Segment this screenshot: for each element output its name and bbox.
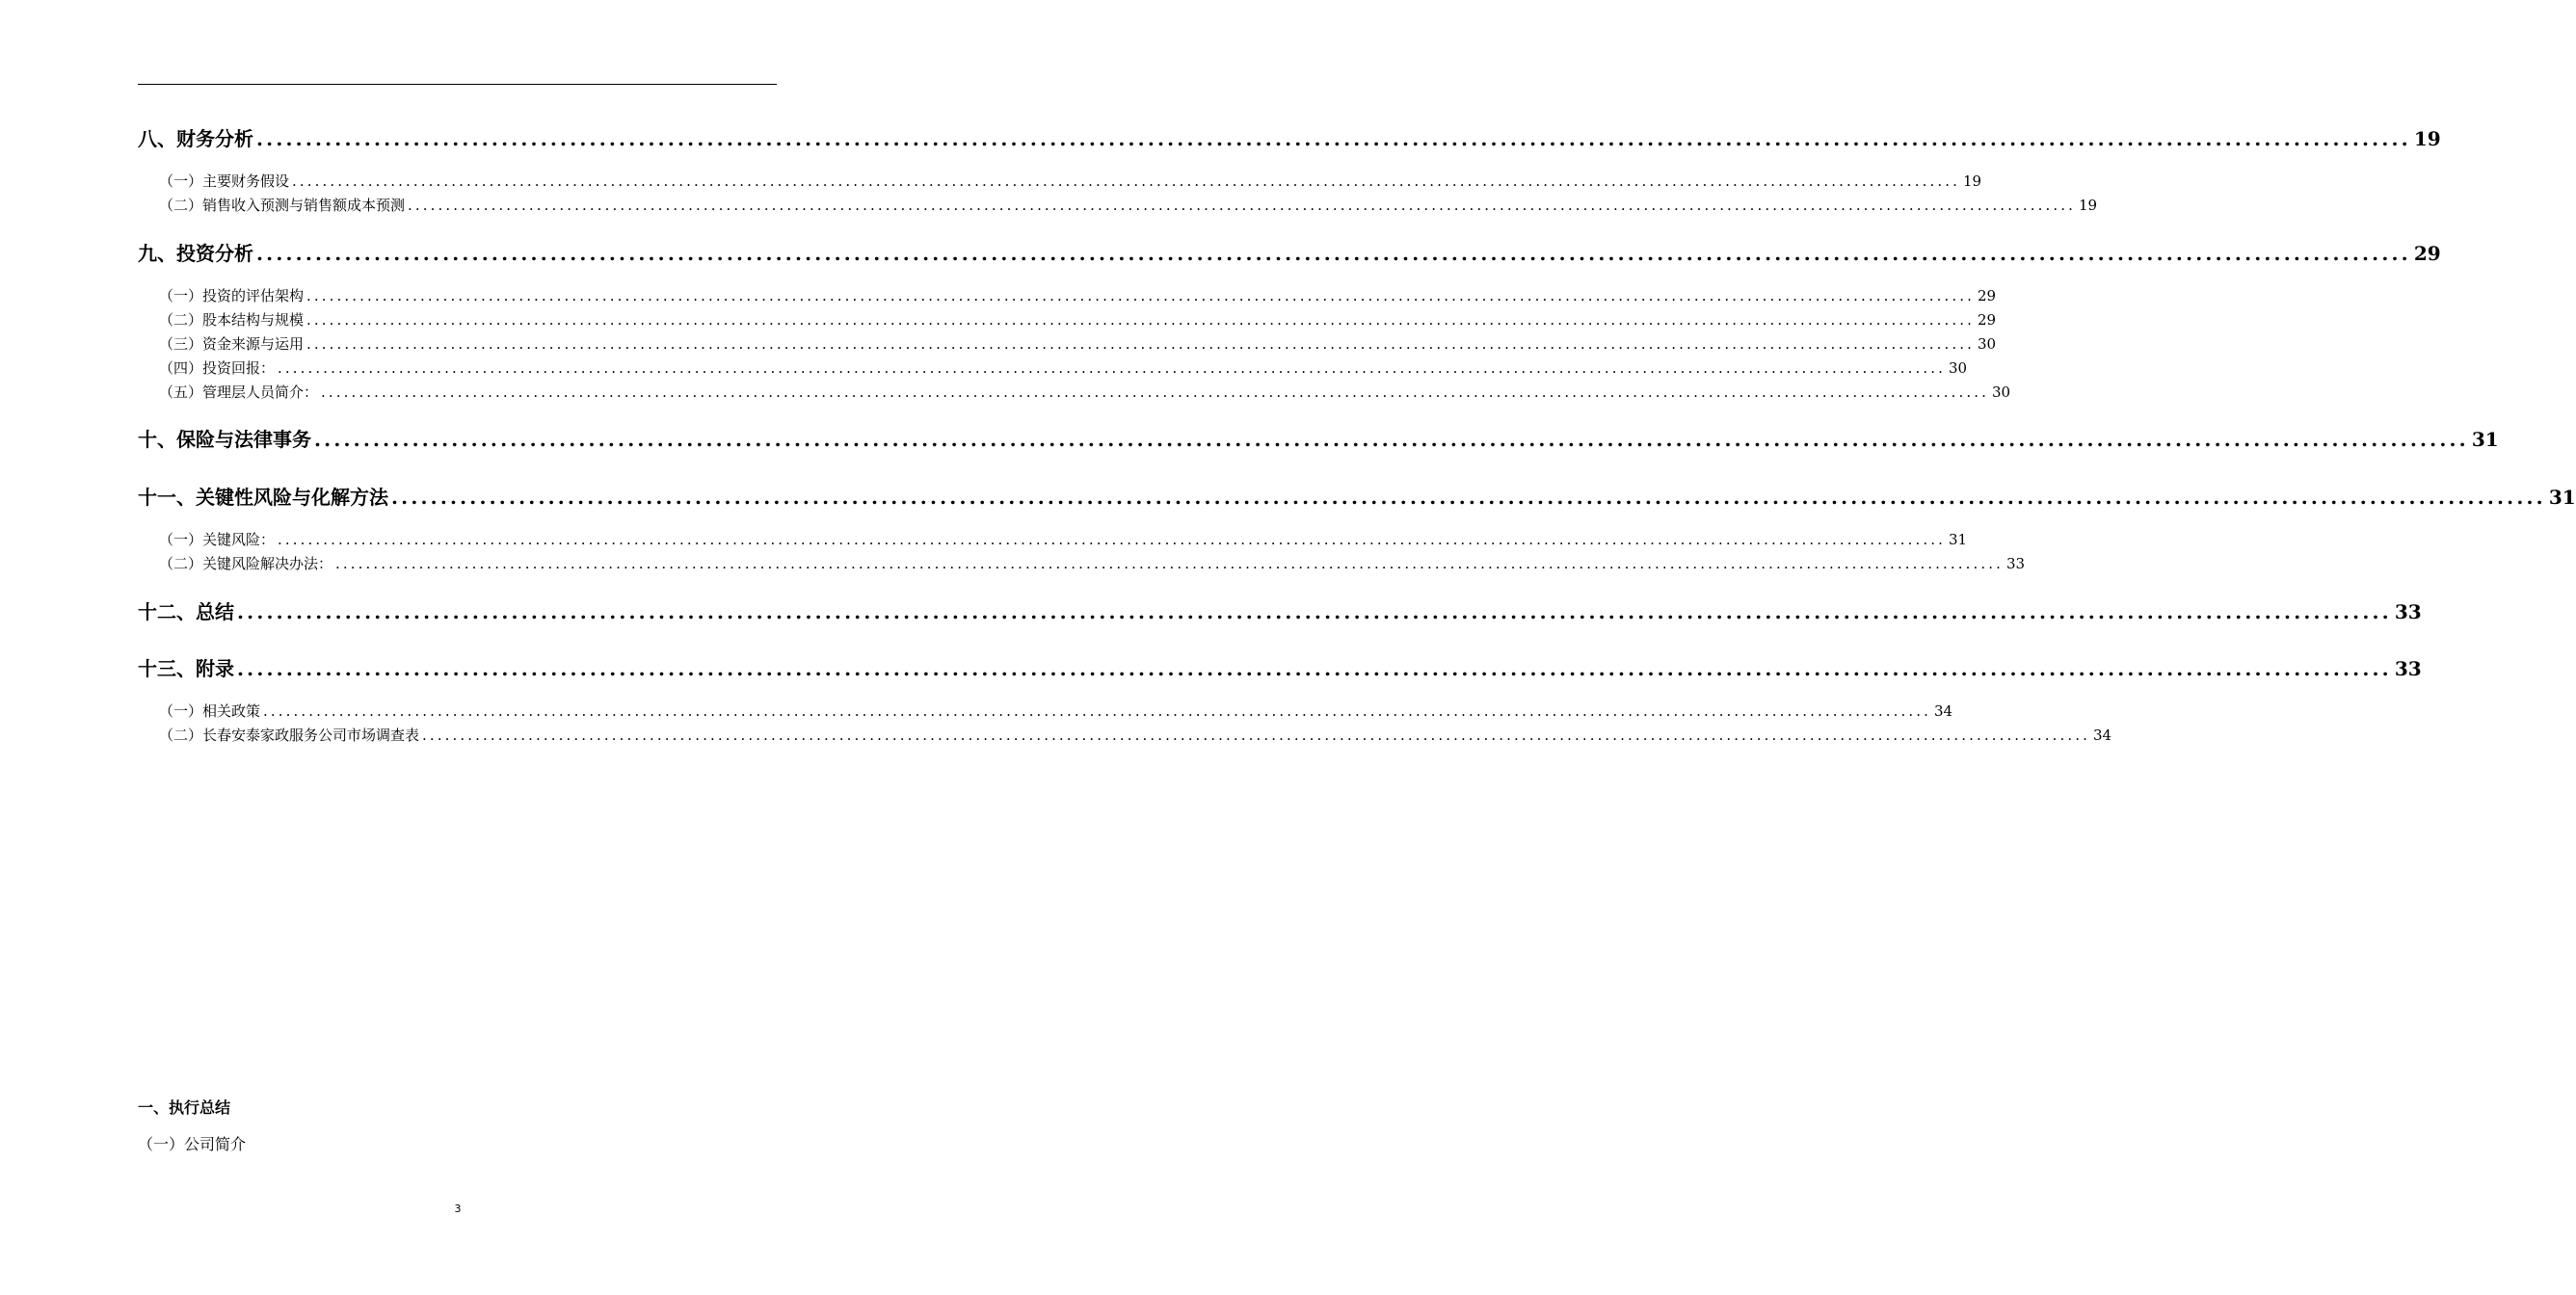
toc-entry-title: 十、保险与法律事务	[138, 428, 311, 451]
toc-entry-title: 九、投资分析	[138, 242, 253, 265]
toc-entry-title: （二）销售收入预测与销售额成本预测	[159, 197, 406, 214]
toc-entry-page: 29	[2413, 242, 2441, 265]
toc-entry[interactable]	[138, 171, 1982, 192]
section-heading: 一、执行总结	[138, 1098, 231, 1117]
toc-leader: ............................................................................................................................................................................................................................	[408, 197, 2076, 214]
toc-leader: ............................................................................................................................................................................................................................	[278, 359, 1946, 377]
toc-leader: ............................................................................................................................................................................................................................	[237, 600, 2392, 623]
toc-entry-page: 19	[2079, 197, 2098, 214]
toc-entry[interactable]	[138, 357, 1968, 379]
toc-entry-page: 33	[2394, 657, 2422, 680]
toc-leader: ............................................................................................................................................................................................................................	[292, 172, 1960, 190]
toc-entry-page: 31	[2548, 486, 2576, 509]
toc-leader: ............................................................................................................................................................................................................................	[321, 383, 1989, 401]
toc-leader: ............................................................................................................................................................................................................................	[263, 702, 1931, 720]
toc-entry[interactable]	[138, 123, 2441, 150]
toc-entry-page: 29	[1978, 287, 1997, 304]
toc-entry[interactable]	[138, 309, 1997, 330]
toc-entry-page: 31	[1949, 531, 1968, 548]
toc-entry-title: （一）关键风险：	[159, 531, 276, 548]
toc-entry[interactable]	[138, 382, 2011, 403]
page-number: 3	[454, 1202, 462, 1215]
toc-entry-page: 34	[1934, 702, 1953, 720]
toc-entry[interactable]	[138, 596, 2422, 623]
toc-leader: ............................................................................................................................................................................................................................	[306, 311, 1975, 329]
toc-entry-title: （二）长春安泰家政服务公司市场调查表	[159, 727, 420, 744]
toc-entry-title: （三）资金来源与运用	[159, 335, 305, 353]
toc-leader: ............................................................................................................................................................................................................................	[278, 531, 1946, 548]
toc-entry[interactable]	[138, 553, 2026, 574]
toc-entry[interactable]	[138, 700, 1953, 722]
toc-entry-title: （一）相关政策	[159, 702, 261, 720]
toc-entry-page: 29	[1978, 311, 1997, 329]
toc-entry-title: 十二、总结	[138, 600, 234, 623]
toc-entry-title: （二）关键风险解决办法：	[159, 555, 333, 572]
toc-leader: ............................................................................................................................................................................................................................	[256, 127, 2411, 150]
toc-entry-title: （四）投资回报：	[159, 359, 276, 377]
toc-entry-page: 19	[1963, 172, 1982, 190]
toc-entry-title: 十一、关键性风险与化解方法	[138, 486, 388, 509]
toc-entry-page: 19	[2413, 127, 2441, 150]
toc-leader: ............................................................................................................................................................................................................................	[306, 287, 1975, 304]
toc-entry[interactable]	[138, 653, 2422, 680]
toc-entry[interactable]	[138, 482, 2576, 509]
toc-entry-page: 33	[2394, 600, 2422, 623]
toc-entry-page: 30	[1978, 335, 1997, 353]
toc-leader: ............................................................................................................................................................................................................................	[256, 242, 2411, 265]
toc-leader: ............................................................................................................................................................................................................................	[237, 657, 2392, 680]
toc-entry-page: 34	[2093, 727, 2112, 744]
toc-entry-page: 30	[1992, 383, 2011, 401]
toc-leader: ............................................................................................................................................................................................................................	[422, 727, 2090, 744]
toc-entry[interactable]	[138, 285, 1997, 306]
toc-entry-page: 30	[1949, 359, 1968, 377]
toc-entry-title: （二）股本结构与规模	[159, 311, 305, 329]
toc-leader: ............................................................................................................................................................................................................................	[306, 335, 1975, 353]
toc-entry-title: （一）主要财务假设	[159, 172, 290, 190]
toc-leader: ............................................................................................................................................................................................................................	[335, 555, 2004, 572]
toc-entry-title: 八、财务分析	[138, 127, 253, 150]
header-rule	[138, 84, 777, 85]
toc-entry[interactable]	[138, 195, 2098, 216]
toc-entry[interactable]	[138, 333, 1997, 355]
toc-entry-page: 33	[2006, 555, 2026, 572]
toc-entry[interactable]	[138, 238, 2441, 265]
toc-entry-title: （一）投资的评估架构	[159, 287, 305, 304]
toc-leader: ............................................................................................................................................................................................................................	[314, 428, 2469, 451]
toc-entry-title: （五）管理层人员简介：	[159, 383, 319, 401]
toc-entry-title: 十三、附录	[138, 657, 234, 680]
toc-entry-page: 31	[2471, 428, 2499, 451]
toc-leader: ............................................................................................................................................................................................................................	[391, 486, 2546, 509]
toc-entry[interactable]	[138, 424, 2499, 451]
subsection-heading: （一）公司简介	[138, 1135, 247, 1153]
toc-entry[interactable]	[138, 725, 2112, 746]
toc-entry[interactable]	[138, 529, 1968, 550]
